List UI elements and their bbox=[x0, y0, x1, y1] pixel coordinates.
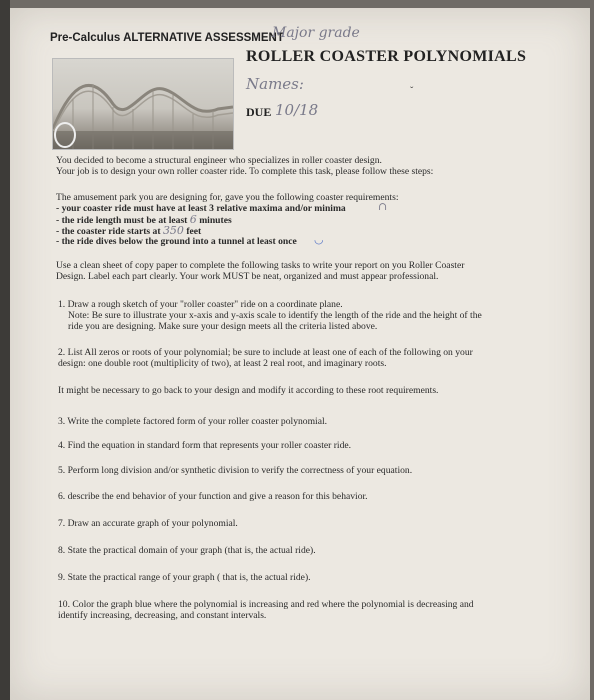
instructions-line-2: Design. Label each part clearly. Your work MUST be neat, organized and must appear professional. bbox=[56, 271, 439, 282]
pen-mark-icon: ˇ bbox=[410, 86, 414, 97]
task-5: 5. Perform long division and/or synthetic division to verify the correctness of your equation. bbox=[58, 465, 413, 476]
requirement-4: - the ride dives below the ground into a tunnel at least once bbox=[56, 236, 297, 247]
due-date-value: 10/18 bbox=[275, 101, 319, 119]
intro-line-2: Your job is to design your own roller coaster ride. To complete this task, please follow these steps: bbox=[56, 166, 434, 177]
desk-shadow bbox=[0, 0, 10, 700]
task-2-line-2: design: one double root (multiplicity of two), at least 2 real root, and imaginary roots. bbox=[58, 358, 387, 369]
header-label: Pre-Calculus ALTERNATIVE ASSESSMENT bbox=[50, 32, 284, 44]
handwritten-mark-icon: ∩ bbox=[378, 200, 388, 213]
requirement-3-unit: feet bbox=[186, 226, 202, 237]
task-1-line-1: 1. Draw a rough sketch of your "roller coaster" ride on a coordinate plane. bbox=[58, 299, 343, 310]
task-7: 7. Draw an accurate graph of your polynomial. bbox=[58, 518, 238, 529]
task-6: 6. describe the end behavior of your function and give a reason for this behavior. bbox=[58, 491, 368, 502]
task-8: 8. State the practical domain of your graph (that is, the actual ride). bbox=[58, 545, 316, 556]
due-label: DUE bbox=[246, 105, 272, 119]
requirement-2-value: 6 bbox=[189, 213, 197, 226]
roller-coaster-photo bbox=[52, 58, 234, 150]
task-10-line-1: 10. Color the graph blue where the polynomial is increasing and red where the polynomial is decreasing and bbox=[58, 599, 474, 610]
roller-coaster-illustration bbox=[53, 59, 233, 149]
requirement-2-text: - the ride length must be at least bbox=[56, 215, 188, 226]
requirement-2-unit: minutes bbox=[199, 215, 232, 226]
requirements-intro: The amusement park you are designing for, gave you the following coaster requirements: bbox=[56, 192, 399, 203]
requirement-3-text: - the coaster ride starts at bbox=[56, 226, 161, 237]
page-title: ROLLER COASTER POLYNOMIALS bbox=[246, 48, 527, 65]
task-4: 4. Find the equation in standard form that represents your roller coaster ride. bbox=[58, 440, 352, 451]
task-3: 3. Write the complete factored form of your roller coaster polynomial. bbox=[58, 416, 328, 427]
requirement-3-value: 350 bbox=[162, 224, 184, 237]
task-1-line-2: Note: Be sure to illustrate your x-axis and y-axis scale to identify the length of the ride and the height of the bbox=[68, 310, 482, 321]
task-note: It might be necessary to go back to your design and modify it according to these root requirements. bbox=[58, 385, 439, 396]
handwritten-grade-note: Major grade bbox=[272, 25, 360, 41]
requirement-1: - your coaster ride must have at least 3 relative maxima and/or minima bbox=[56, 203, 346, 214]
intro-line-1: You decided to become a structural engineer who specializes in roller coaster design. bbox=[56, 155, 382, 166]
task-9: 9. State the practical range of your graph ( that is, the actual ride). bbox=[58, 572, 311, 583]
task-1-line-3: ride you are designing. Make sure your design meets all the criteria listed above. bbox=[68, 321, 378, 332]
worksheet-page bbox=[10, 8, 590, 700]
task-2-line-1: 2. List All zeros or roots of your polynomial; be sure to include at least one of each of the following on your bbox=[58, 347, 473, 358]
names-label: Names: bbox=[246, 75, 304, 93]
task-10-line-2: identify increasing, decreasing, and constant intervals. bbox=[58, 610, 267, 621]
blue-check-icon: ◡ bbox=[314, 234, 324, 246]
instructions-line-1: Use a clean sheet of copy paper to complete the following tasks to write your report on you Roller Coaster bbox=[56, 260, 465, 271]
